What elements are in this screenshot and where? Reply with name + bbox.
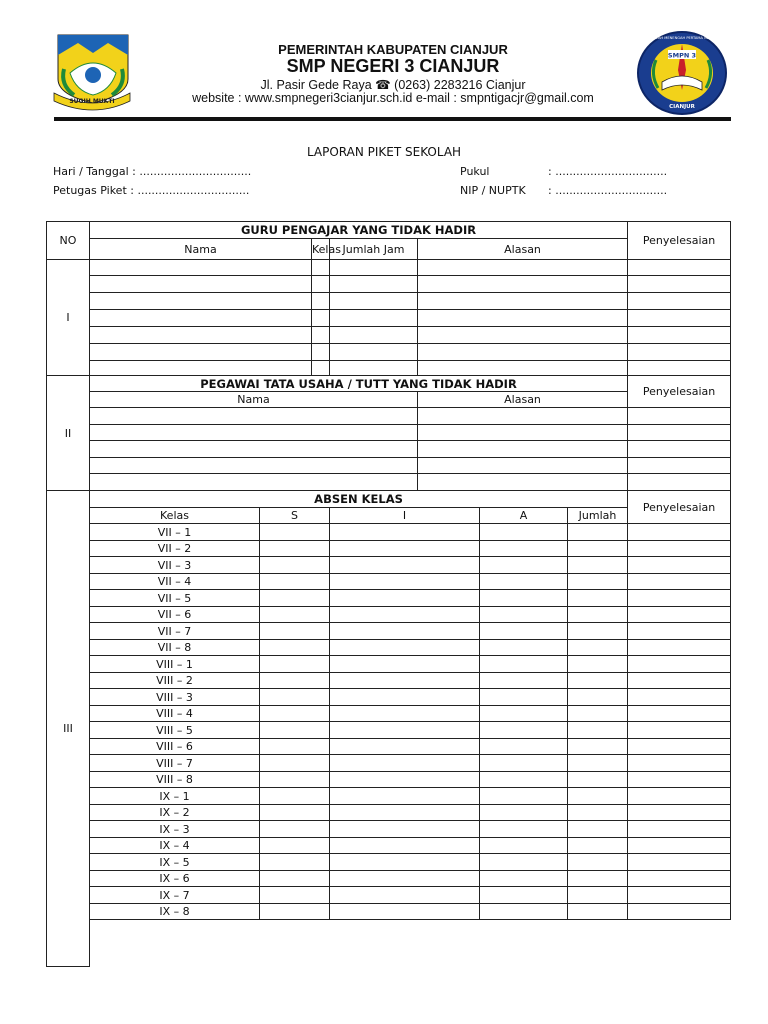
table-cell[interactable] bbox=[480, 623, 568, 640]
table-cell[interactable] bbox=[628, 344, 731, 361]
table-cell[interactable] bbox=[312, 361, 330, 376]
table-cell[interactable] bbox=[90, 425, 418, 441]
table-cell[interactable] bbox=[568, 755, 628, 772]
table-row bbox=[47, 854, 731, 871]
table-row bbox=[47, 755, 731, 772]
table-cell[interactable] bbox=[330, 821, 480, 838]
class-label: VII – 8 bbox=[90, 640, 260, 656]
table-row bbox=[47, 408, 731, 425]
table-row bbox=[47, 623, 731, 640]
report-table-container bbox=[46, 221, 730, 967]
table-cell[interactable] bbox=[330, 293, 418, 310]
table-row bbox=[47, 871, 731, 887]
table-cell[interactable] bbox=[330, 276, 418, 293]
table-cell[interactable] bbox=[628, 408, 731, 425]
table-cell[interactable] bbox=[628, 755, 731, 772]
field-time-value: : ................................ bbox=[548, 165, 668, 178]
table-cell[interactable] bbox=[330, 361, 418, 376]
table-row bbox=[47, 722, 731, 739]
table-cell[interactable] bbox=[330, 706, 480, 722]
table-cell[interactable] bbox=[90, 327, 312, 344]
table-cell[interactable] bbox=[330, 574, 480, 590]
class-label: VIII – 3 bbox=[90, 689, 260, 706]
table-cell[interactable] bbox=[330, 623, 480, 640]
class-label: VIII – 8 bbox=[90, 772, 260, 788]
table-cell[interactable] bbox=[330, 904, 480, 920]
table-cell[interactable] bbox=[330, 607, 480, 623]
table-cell[interactable] bbox=[628, 821, 731, 838]
table-cell[interactable] bbox=[568, 788, 628, 805]
table-cell[interactable] bbox=[628, 805, 731, 821]
table-cell[interactable] bbox=[480, 541, 568, 557]
table-row bbox=[47, 276, 731, 293]
field-time-label: Pukul bbox=[460, 165, 490, 178]
logo-bottom-text: CIANJUR bbox=[669, 104, 695, 110]
table-cell[interactable] bbox=[628, 788, 731, 805]
section1-col-nama: Nama bbox=[90, 239, 312, 260]
table-cell[interactable] bbox=[568, 607, 628, 623]
table-cell[interactable] bbox=[628, 293, 731, 310]
table-cell[interactable] bbox=[628, 772, 731, 788]
table-cell[interactable] bbox=[480, 904, 568, 920]
table-cell[interactable] bbox=[568, 887, 628, 904]
section1-number: I bbox=[47, 260, 90, 376]
table-cell[interactable] bbox=[330, 854, 480, 871]
field-nip-value: : ................................ bbox=[548, 184, 668, 197]
table-cell[interactable] bbox=[628, 838, 731, 854]
table-cell[interactable] bbox=[480, 706, 568, 722]
class-label: VIII – 7 bbox=[90, 755, 260, 772]
class-label: IX – 1 bbox=[90, 788, 260, 805]
table-cell[interactable] bbox=[90, 344, 312, 361]
table-cell[interactable] bbox=[628, 887, 731, 904]
table-cell[interactable] bbox=[480, 838, 568, 854]
table-cell[interactable] bbox=[312, 293, 330, 310]
table-cell[interactable] bbox=[568, 524, 628, 541]
table-cell[interactable] bbox=[260, 904, 330, 920]
section3-number: III bbox=[47, 491, 90, 967]
class-label: VII – 7 bbox=[90, 623, 260, 640]
report-table bbox=[46, 221, 731, 967]
table-cell[interactable] bbox=[480, 788, 568, 805]
school-name: SMP NEGERI 3 CIANJUR bbox=[286, 56, 500, 76]
table-cell[interactable] bbox=[260, 788, 330, 805]
class-label: VII – 2 bbox=[90, 541, 260, 557]
table-cell[interactable] bbox=[260, 854, 330, 871]
class-label: VII – 5 bbox=[90, 590, 260, 607]
table-cell[interactable] bbox=[628, 327, 731, 344]
section1-col-kelas: Kelas bbox=[312, 239, 330, 260]
table-cell[interactable] bbox=[480, 524, 568, 541]
section1-col-jumlah-jam: Jumlah Jam bbox=[330, 239, 418, 260]
table-cell[interactable] bbox=[260, 557, 330, 574]
table-cell[interactable] bbox=[90, 361, 312, 376]
table-cell[interactable] bbox=[568, 590, 628, 607]
class-label: IX – 4 bbox=[90, 838, 260, 854]
table-cell[interactable] bbox=[330, 772, 480, 788]
table-cell[interactable] bbox=[418, 310, 628, 327]
table-cell[interactable] bbox=[628, 623, 731, 640]
table-cell[interactable] bbox=[330, 524, 480, 541]
table-cell[interactable] bbox=[90, 408, 418, 425]
table-row bbox=[47, 293, 731, 310]
table-row bbox=[47, 788, 731, 805]
table-cell[interactable] bbox=[480, 640, 568, 656]
table-cell[interactable] bbox=[568, 673, 628, 689]
no-header: NO bbox=[47, 222, 90, 260]
field-day-date: Hari / Tanggal : ................................ bbox=[53, 165, 252, 178]
section1-title: GURU PENGAJAR YANG TIDAK HADIR bbox=[90, 222, 628, 239]
table-row bbox=[47, 689, 731, 706]
section3-col-a: A bbox=[480, 508, 568, 524]
school-logo bbox=[636, 30, 728, 116]
table-cell[interactable] bbox=[628, 904, 731, 920]
table-cell[interactable] bbox=[330, 755, 480, 772]
table-cell[interactable] bbox=[480, 887, 568, 904]
table-row bbox=[47, 656, 731, 673]
table-cell[interactable] bbox=[628, 458, 731, 474]
class-label: IX – 3 bbox=[90, 821, 260, 838]
section2-col-alasan: Alasan bbox=[418, 392, 628, 408]
table-cell[interactable] bbox=[330, 887, 480, 904]
class-label: VIII – 6 bbox=[90, 739, 260, 755]
table-cell[interactable] bbox=[90, 310, 312, 327]
table-cell[interactable] bbox=[260, 805, 330, 821]
table-row bbox=[47, 821, 731, 838]
table-cell[interactable] bbox=[628, 310, 731, 327]
table-cell[interactable] bbox=[330, 722, 480, 739]
table-row bbox=[47, 541, 731, 557]
table-cell[interactable] bbox=[418, 425, 628, 441]
section3-col-kelas: Kelas bbox=[90, 508, 260, 524]
table-cell[interactable] bbox=[568, 706, 628, 722]
section3-title: ABSEN KELAS bbox=[90, 491, 628, 508]
table-cell[interactable] bbox=[260, 607, 330, 623]
table-cell[interactable] bbox=[90, 474, 418, 491]
table-row bbox=[47, 574, 731, 590]
table-row bbox=[47, 673, 731, 689]
class-label: VIII – 4 bbox=[90, 706, 260, 722]
table-row bbox=[47, 557, 731, 574]
section2-resolution-header: Penyelesaian bbox=[628, 376, 731, 408]
table-cell[interactable] bbox=[480, 689, 568, 706]
table-cell[interactable] bbox=[628, 557, 731, 574]
section2-number: II bbox=[47, 376, 90, 491]
table-cell[interactable] bbox=[568, 541, 628, 557]
table-cell[interactable] bbox=[568, 722, 628, 739]
table-cell[interactable] bbox=[330, 805, 480, 821]
table-row bbox=[47, 474, 731, 491]
table-cell[interactable] bbox=[312, 276, 330, 293]
table-row bbox=[47, 887, 731, 904]
table-row bbox=[47, 524, 731, 541]
table-row bbox=[47, 327, 731, 344]
table-cell[interactable] bbox=[330, 640, 480, 656]
table-cell[interactable] bbox=[628, 673, 731, 689]
table-cell[interactable] bbox=[568, 623, 628, 640]
table-cell[interactable] bbox=[418, 458, 628, 474]
table-cell[interactable] bbox=[418, 361, 628, 376]
table-row bbox=[47, 739, 731, 755]
table-cell[interactable] bbox=[330, 871, 480, 887]
section3-col-i: I bbox=[330, 508, 480, 524]
table-cell[interactable] bbox=[480, 656, 568, 673]
table-cell[interactable] bbox=[628, 640, 731, 656]
table-cell[interactable] bbox=[628, 474, 731, 491]
table-cell[interactable] bbox=[628, 607, 731, 623]
table-cell[interactable] bbox=[260, 640, 330, 656]
class-label: IX – 8 bbox=[90, 904, 260, 920]
table-cell[interactable] bbox=[568, 838, 628, 854]
class-label: IX – 2 bbox=[90, 805, 260, 821]
table-cell[interactable] bbox=[330, 689, 480, 706]
table-cell[interactable] bbox=[568, 689, 628, 706]
table-cell[interactable] bbox=[312, 344, 330, 361]
table-cell[interactable] bbox=[568, 557, 628, 574]
table-cell[interactable] bbox=[260, 838, 330, 854]
table-cell[interactable] bbox=[418, 276, 628, 293]
table-cell[interactable] bbox=[260, 590, 330, 607]
section2-title: PEGAWAI TATA USAHA / TUTT YANG TIDAK HADIR bbox=[90, 376, 628, 392]
table-cell[interactable] bbox=[330, 557, 480, 574]
field-officer: Petugas Piket : ................................ bbox=[53, 184, 250, 197]
table-cell[interactable] bbox=[480, 805, 568, 821]
table-cell[interactable] bbox=[628, 276, 731, 293]
table-row bbox=[47, 805, 731, 821]
table-cell[interactable] bbox=[568, 904, 628, 920]
table-cell[interactable] bbox=[260, 887, 330, 904]
table-cell[interactable] bbox=[330, 590, 480, 607]
table-cell[interactable] bbox=[418, 441, 628, 458]
table-cell[interactable] bbox=[628, 260, 731, 276]
class-label: VII – 3 bbox=[90, 557, 260, 574]
class-label: VII – 4 bbox=[90, 574, 260, 590]
section1-col-alasan: Alasan bbox=[418, 239, 628, 260]
class-label: VII – 1 bbox=[90, 524, 260, 541]
table-row bbox=[47, 425, 731, 441]
table-cell[interactable] bbox=[568, 772, 628, 788]
table-row-blank bbox=[47, 920, 731, 967]
section3-col-jumlah: Jumlah bbox=[568, 508, 628, 524]
table-cell[interactable] bbox=[568, 854, 628, 871]
blank-area bbox=[628, 920, 731, 967]
table-cell[interactable] bbox=[480, 607, 568, 623]
table-cell[interactable] bbox=[628, 722, 731, 739]
table-cell[interactable] bbox=[568, 805, 628, 821]
table-cell[interactable] bbox=[330, 788, 480, 805]
section3-resolution-header: Penyelesaian bbox=[628, 491, 731, 524]
table-cell[interactable] bbox=[330, 739, 480, 755]
table-cell[interactable] bbox=[260, 772, 330, 788]
table-cell[interactable] bbox=[260, 755, 330, 772]
table-cell[interactable] bbox=[260, 722, 330, 739]
class-label: VIII – 1 bbox=[90, 656, 260, 673]
table-row bbox=[47, 344, 731, 361]
table-cell[interactable] bbox=[312, 260, 330, 276]
blank-area bbox=[90, 920, 628, 967]
field-nip-label: NIP / NUPTK bbox=[460, 184, 526, 197]
logo-ring-text: SEKOLAH MENENGAH PERTAMA NEGERI bbox=[646, 36, 718, 40]
table-cell[interactable] bbox=[628, 871, 731, 887]
table-cell[interactable] bbox=[418, 408, 628, 425]
table-cell[interactable] bbox=[568, 739, 628, 755]
table-cell[interactable] bbox=[312, 327, 330, 344]
table-cell[interactable] bbox=[330, 656, 480, 673]
table-row bbox=[47, 772, 731, 788]
table-row bbox=[47, 640, 731, 656]
section3-col-s: S bbox=[260, 508, 330, 524]
table-cell[interactable] bbox=[260, 706, 330, 722]
table-cell[interactable] bbox=[260, 541, 330, 557]
table-cell[interactable] bbox=[330, 344, 418, 361]
table-cell[interactable] bbox=[260, 524, 330, 541]
table-cell[interactable] bbox=[418, 327, 628, 344]
class-label: IX – 5 bbox=[90, 854, 260, 871]
table-cell[interactable] bbox=[260, 623, 330, 640]
government-name: PEMERINTAH KABUPATEN CIANJUR bbox=[278, 42, 508, 57]
table-cell[interactable] bbox=[480, 739, 568, 755]
table-cell[interactable] bbox=[628, 425, 731, 441]
table-cell[interactable] bbox=[480, 557, 568, 574]
class-label: VIII – 5 bbox=[90, 722, 260, 739]
table-cell[interactable] bbox=[480, 722, 568, 739]
table-row bbox=[47, 361, 731, 376]
table-cell[interactable] bbox=[90, 458, 418, 474]
table-cell[interactable] bbox=[330, 327, 418, 344]
report-title: LAPORAN PIKET SEKOLAH bbox=[306, 145, 462, 159]
table-row bbox=[47, 706, 731, 722]
table-row bbox=[47, 441, 731, 458]
class-label: VIII – 2 bbox=[90, 673, 260, 689]
logo-inner-text: SMPN 3 bbox=[667, 51, 697, 60]
table-cell[interactable] bbox=[330, 260, 418, 276]
table-cell[interactable] bbox=[628, 656, 731, 673]
table-cell[interactable] bbox=[90, 441, 418, 458]
table-cell[interactable] bbox=[330, 310, 418, 327]
class-label: VII – 6 bbox=[90, 607, 260, 623]
table-row bbox=[47, 458, 731, 474]
table-cell[interactable] bbox=[480, 590, 568, 607]
section2-col-nama: Nama bbox=[90, 392, 418, 408]
table-cell[interactable] bbox=[628, 739, 731, 755]
table-cell[interactable] bbox=[568, 574, 628, 590]
table-cell[interactable] bbox=[628, 689, 731, 706]
table-row bbox=[47, 838, 731, 854]
school-address: Jl. Pasir Gede Raya ☎ (0263) 2283216 Cianjur bbox=[260, 78, 526, 92]
table-cell[interactable] bbox=[628, 441, 731, 458]
table-cell[interactable] bbox=[628, 854, 731, 871]
table-cell[interactable] bbox=[418, 474, 628, 491]
table-row bbox=[47, 607, 731, 623]
table-cell[interactable] bbox=[480, 755, 568, 772]
table-cell[interactable] bbox=[628, 361, 731, 376]
class-label: IX – 6 bbox=[90, 871, 260, 887]
table-cell[interactable] bbox=[418, 344, 628, 361]
table-cell[interactable] bbox=[260, 673, 330, 689]
table-cell[interactable] bbox=[260, 689, 330, 706]
school-web-email: website : www.smpnegeri3cianjur.sch.id e-mail : smpntigacjr@gmail.com bbox=[192, 91, 594, 105]
table-row bbox=[47, 260, 731, 276]
table-row bbox=[47, 904, 731, 920]
table-cell[interactable] bbox=[260, 821, 330, 838]
table-cell[interactable] bbox=[260, 739, 330, 755]
table-cell[interactable] bbox=[628, 574, 731, 590]
class-label: IX – 7 bbox=[90, 887, 260, 904]
table-cell[interactable] bbox=[628, 706, 731, 722]
table-cell[interactable] bbox=[90, 276, 312, 293]
table-row bbox=[47, 590, 731, 607]
table-cell[interactable] bbox=[260, 871, 330, 887]
section1-resolution-header: Penyelesaian bbox=[628, 222, 731, 260]
cianjur-regency-crest-logo bbox=[50, 33, 134, 109]
table-cell[interactable] bbox=[480, 854, 568, 871]
table-cell[interactable] bbox=[312, 310, 330, 327]
table-cell[interactable] bbox=[480, 772, 568, 788]
table-cell[interactable] bbox=[330, 541, 480, 557]
table-cell[interactable] bbox=[568, 640, 628, 656]
table-cell[interactable] bbox=[568, 821, 628, 838]
table-cell[interactable] bbox=[418, 260, 628, 276]
table-cell[interactable] bbox=[90, 260, 312, 276]
table-cell[interactable] bbox=[480, 821, 568, 838]
crest-motto: SUGIH MUKTI bbox=[69, 98, 115, 105]
table-cell[interactable] bbox=[480, 673, 568, 689]
table-cell[interactable] bbox=[628, 524, 731, 541]
table-cell[interactable] bbox=[260, 656, 330, 673]
table-row bbox=[47, 310, 731, 327]
header-divider bbox=[54, 117, 731, 121]
table-cell[interactable] bbox=[90, 293, 312, 310]
table-cell[interactable] bbox=[330, 838, 480, 854]
table-cell[interactable] bbox=[480, 574, 568, 590]
table-cell[interactable] bbox=[628, 541, 731, 557]
table-cell[interactable] bbox=[568, 871, 628, 887]
table-cell[interactable] bbox=[628, 590, 731, 607]
table-cell[interactable] bbox=[330, 673, 480, 689]
table-cell[interactable] bbox=[480, 871, 568, 887]
table-cell[interactable] bbox=[418, 293, 628, 310]
table-cell[interactable] bbox=[260, 574, 330, 590]
table-cell[interactable] bbox=[568, 656, 628, 673]
